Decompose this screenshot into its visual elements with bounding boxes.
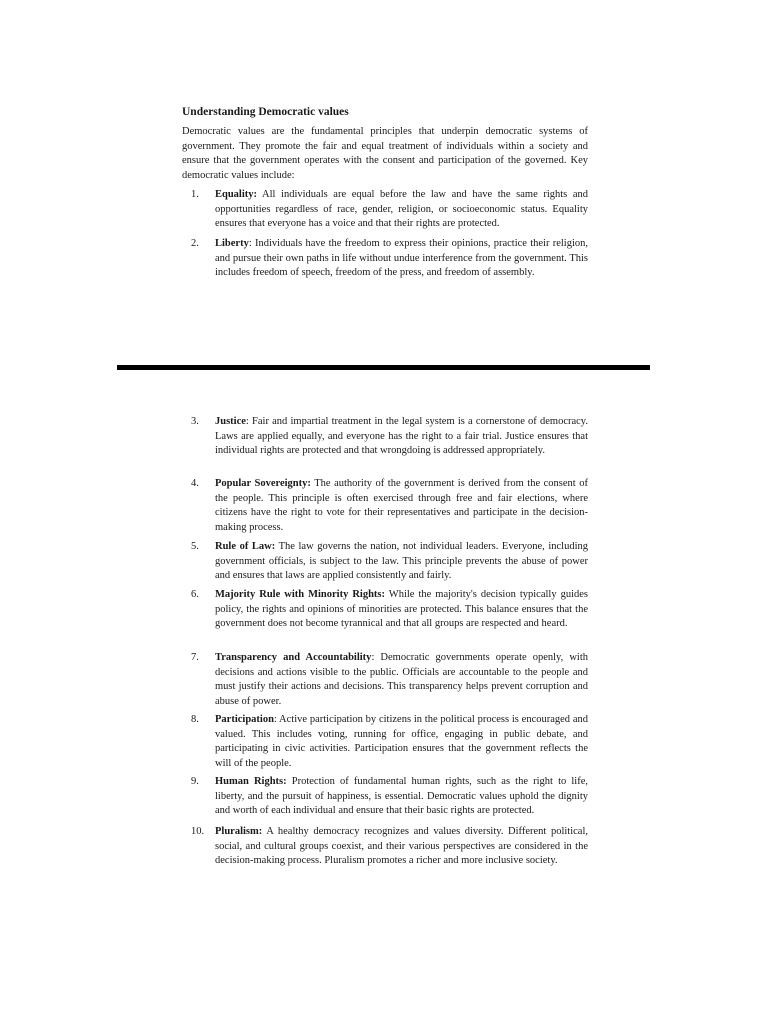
list-term: Pluralism: (215, 826, 263, 837)
list-number: 1. (191, 189, 199, 200)
list-text: While the majority's decision typically guides policy, the rights and opinions of minorities are protected. This balance ensures that the government does not become tyrannical and that all groups are respected and heard. (215, 589, 588, 629)
list-text: The law governs the nation, not individual leaders. Everyone, including government officials, is subject to the law. This principle prevents the abuse of power and ensures that laws are applied consistently and fairly. (215, 541, 588, 581)
list-term: Justice (215, 416, 246, 427)
list-item-majority-rule (191, 588, 588, 632)
list-number: 6. (191, 589, 199, 600)
list-number: 2. (191, 238, 199, 249)
list-text: Protection of fundamental human rights, such as the right to life, liberty, and the pursuit of happiness, is essential. Democratic values uphold the dignity and worth of each individual and ensure that their basic rights are protected. (215, 776, 588, 816)
list-item-rule-of-law (191, 540, 588, 584)
list-item-pluralism (191, 825, 588, 869)
list-term: Transparency and Accountability (215, 652, 372, 663)
list-item-participation (191, 713, 588, 771)
list-text: : Democratic governments operate openly, with decisions and actions visible to the public. Officials are accountable to the people and must justify their actions and decisions. This transparency helps prevent corruption and abuse of power. (215, 652, 588, 707)
list-text: : Active participation by citizens in the political process is encouraged and valued. This includes voting, running for office, engaging in public debate, and participating in civic activities. Participation ensures that the government reflects the will of the people. (215, 714, 588, 769)
list-text: : Individuals have the freedom to express their opinions, practice their religion, and pursue their own paths in life without undue interference from the government. This includes freedom of speech, freedom of the press, and freedom of assembly. (215, 238, 588, 278)
list-number: 4. (191, 478, 199, 489)
intro-paragraph: Democratic values are the fundamental principles that underpin democratic systems of government. They promote the fair and equal treatment of individuals within a society and ensure that the government operates with the consent and participation of the governed. Key democratic values include: (182, 126, 588, 181)
list-text: A healthy democracy recognizes and values diversity. Different political, social, and cultural groups coexist, and their various perspectives are considered in the decision-making process. Pluralism promotes a richer and more inclusive society. (215, 826, 588, 866)
page-heading: Understanding Democratic values (182, 106, 349, 118)
list-number: 7. (191, 652, 199, 663)
list-number: 10. (191, 826, 205, 837)
list-item-transparency (191, 651, 588, 709)
list-number: 9. (191, 776, 199, 787)
list-number: 5. (191, 541, 199, 552)
list-text: The authority of the government is derived from the consent of the people. This principle is often exercised through free and fair elections, where citizens have the right to vote for their representatives and participate in the decision-making process. (215, 478, 588, 533)
list-number: 3. (191, 416, 199, 427)
list-term: Participation (215, 714, 274, 725)
list-term: Majority Rule with Minority Rights: (215, 589, 385, 600)
list-term: Rule of Law: (215, 541, 276, 552)
list-term: Human Rights: (215, 776, 287, 787)
list-term: Equality: (215, 189, 258, 200)
list-term: Popular Sovereignty: (215, 478, 311, 489)
list-text: : Fair and impartial treatment in the legal system is a cornerstone of democracy. Laws are applied equally, and everyone has the right to a fair trial. Justice ensures that individual rights are protected and that wrongdoing is addressed appropriately. (215, 416, 588, 456)
list-text: All individuals are equal before the law and have the same rights and opportunities regardless of race, gender, religion, or socioeconomic status. Equality ensures that everyone has a voice and that their rights are protected. (215, 189, 588, 229)
list-item-popular-sovereignty (191, 477, 588, 535)
page-divider (117, 365, 650, 370)
list-item-liberty (191, 237, 588, 281)
list-item-justice (191, 415, 588, 459)
list-number: 8. (191, 714, 199, 725)
list-item-human-rights (191, 775, 588, 819)
list-term: Liberty (215, 238, 249, 249)
list-item-equality (191, 188, 588, 232)
